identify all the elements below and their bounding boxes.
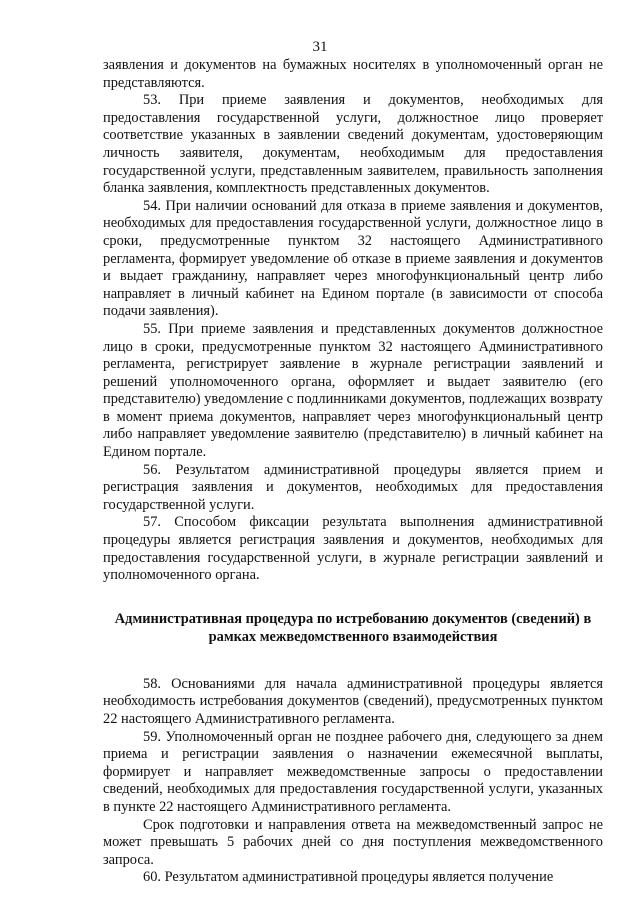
paragraph-60: 60. Результатом административной процедуры является получение [143, 869, 554, 886]
paragraph-deadline: Срок подготовки и направления ответа на межведомственный запрос не может превышать 5 рабочих дней со дня поступления межведомственного запроса. [103, 816, 603, 868]
paragraph-57: 57. Способом фиксации результата выполнения административной процедуры является регистрация заявления и документов, необходимых для предоставления государственной услуги, в журнале регистрации заявлений и уполномоченного органа. [103, 514, 603, 584]
paragraph-54: 54. При наличии оснований для отказа в приеме заявления и документов, необходимых для предоставления государственной услуги, должностное лицо в сроки, предусмотренные пунктом 32 настоящего Административного регламента, формирует уведомление об отказе в приеме заявления и документов и выдает гражданину, направляет через многофункциональный центр либо направляет в личный кабинет на Едином портале (в зависимости от способа подачи заявления). [103, 197, 603, 320]
paragraph-53: 53. При приеме заявления и документов, необходимых для предоставления государственной услуги, должностное лицо проверяет соответствие указанных в заявлении сведений документам, удостоверяющим личность заявителя, документам, необходимым для предоставления государственной услуги, представленным заявителем, правильность заполнения бланка заявления, комплектность представленных документов. [103, 92, 603, 197]
paragraph-58: 58. Основаниями для начала административной процедуры является необходимость истребования документов (сведений), предусмотренных пунктом 22 настоящего Административного регламента. [103, 675, 603, 727]
paragraph-59: 59. Уполномоченный орган не позднее рабочего дня, следующего за днем приема и регистрации заявления о назначении ежемесячной выплаты, формирует и направляет межведомственные запросы о предоставлении сведений, необходимых для предоставления государственной услуги, указанных в пункте 22 настоящего Административного регламента. [103, 728, 603, 815]
section-heading: Административная процедура по истребованию документов (сведений) в рамках межведомственного взаимодействия [114, 610, 592, 645]
paragraph-continuation: заявления и документов на бумажных носителях в уполномоченный орган не представляются. [103, 57, 603, 91]
document-body [103, 57, 603, 887]
page-number: 31 [312, 39, 328, 55]
paragraph-55: 55. При приеме заявления и представленных документов должностное лицо в сроки, предусмотренные пунктом 32 настоящего Административного регламента, регистрирует заявление в журнале регистрации заявлений и решений уполномоченного органа, оформляет и выдает заявителю (его представителю) уведомление с подлинниками документов, подлежащих возврату в момент приема документов, направляет через многофункциональный центр либо направляет уведомление заявителю (представителю) в личный кабинет на Едином портале. [103, 320, 603, 461]
paragraph-56: 56. Результатом административной процедуры является прием и регистрация заявления и документов, необходимых для предоставления государственной услуги. [103, 461, 603, 513]
